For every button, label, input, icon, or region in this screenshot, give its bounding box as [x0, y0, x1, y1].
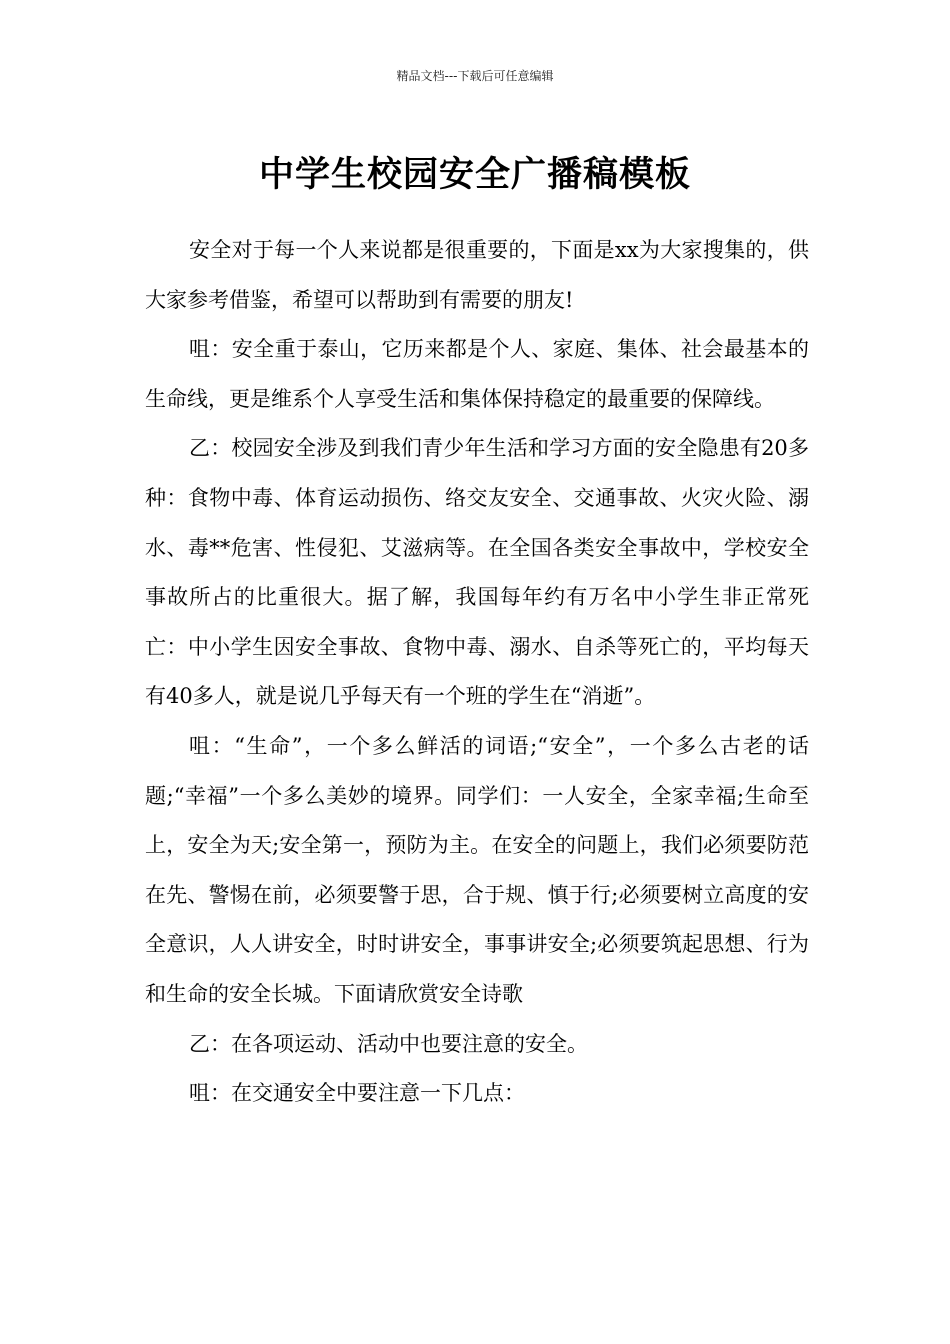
paragraph-speaker-a-3: 咀：在交通安全中要注意一下几点：	[189, 1081, 525, 1106]
paragraph-speaker-b-2: 乙：在各项运动、活动中也要注意的安全。	[189, 1031, 588, 1056]
header-note: 精品文档---下载后可任意编辑	[396, 69, 554, 83]
paragraph-speaker-a-2: 咀：“生命”，一个多么鲜活的词语;“安全”，一个多么古老的话题;“幸福”一个多么美妙的境界。同学们：一人安全，全家幸福;生命至上，安全为天;安全第一，预防为主。在安全的问题上，我们必须要防范在先、警惕在前，必须要警于思，合于规、慎于行;必须要树立高度的安全意识，人人讲安全，时时讲安全，事事讲安全;必须要筑起思想、行为和生命的安全长城。下面请欣赏安全诗歌	[145, 733, 809, 1006]
paragraph-speaker-b-1: 乙：校园安全涉及到我们青少年生活和学习方面的安全隐患有20多种：食物中毒、体育运动损伤、络交友安全、交通事故、火灾火险、溺水、毒**危害、性侵犯、艾滋病等。在全国各类安全事故中，学校安全事故所占的比重很大。据了解，我国每年约有万名中小学生非正常死亡：中小学生因安全事故、食物中毒、溺水、自杀等死亡的，平均每天有40多人，就是说几乎每天有一个班的学生在“消逝”。	[145, 436, 809, 709]
paragraph-intro: 安全对于每一个人来说都是很重要的，下面是xx为大家搜集的，供大家参考借鉴，希望可以帮助到有需要的朋友!	[145, 238, 809, 312]
document-title: 中学生校园安全广播稿模板	[258, 155, 691, 196]
document-body	[145, 226, 809, 1119]
paragraph-speaker-a-1: 咀：安全重于泰山，它历来都是个人、家庭、集体、社会最基本的生命线，更是维系个人享受生活和集体保持稳定的最重要的保障线。	[145, 337, 809, 411]
